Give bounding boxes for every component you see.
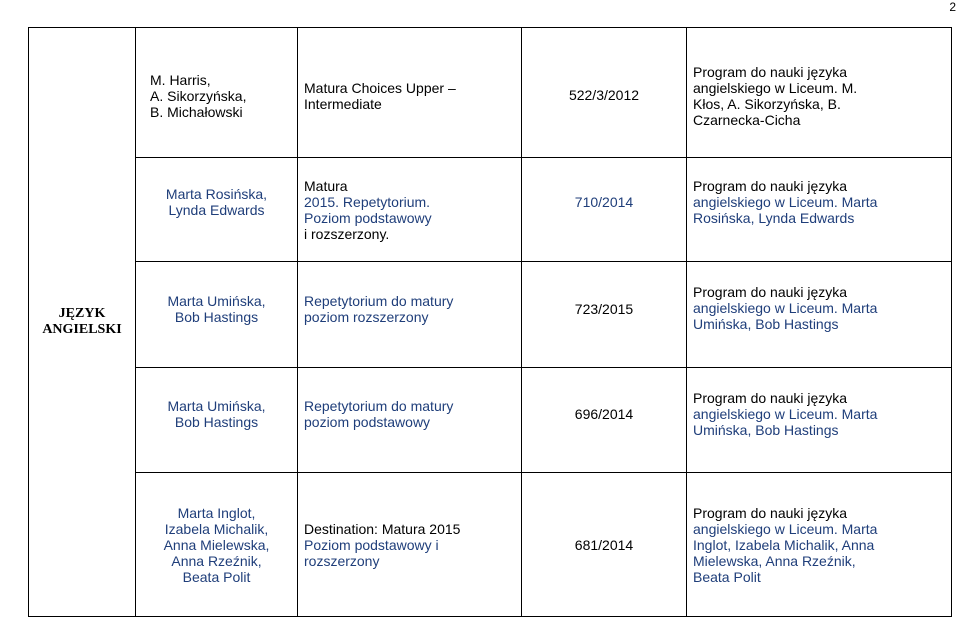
approval-number: 710/2014	[574, 194, 634, 210]
approval-number: 522/3/2012	[568, 87, 640, 103]
subject-cell	[29, 28, 136, 617]
title-cell	[298, 473, 522, 617]
author-line: Marta Rosińska,	[165, 186, 268, 202]
approval-number-cell	[522, 262, 687, 368]
title-line: poziom podstawowy	[304, 414, 431, 430]
author-line: Marta Umińska,	[167, 398, 266, 414]
approval-number: 723/2015	[574, 301, 634, 317]
author-line: Bob Hastings	[174, 309, 259, 325]
title-line: i rozszerzony.	[304, 226, 390, 242]
program-cell	[687, 473, 952, 617]
authors-cell	[136, 262, 298, 368]
program-cell	[687, 28, 952, 158]
program-line: Beata Polit	[693, 568, 761, 585]
author-line: Marta Inglot,	[177, 504, 256, 521]
program-line: Program do nauki języka	[693, 64, 848, 80]
authors-cell	[136, 368, 298, 473]
title-line: Poziom podstawowy	[304, 210, 432, 226]
author-line: Izabela Michalik,	[164, 520, 269, 537]
title-line: Matura Choices Upper –	[304, 80, 456, 96]
program-line: angielskiego w Liceum. Marta	[693, 406, 878, 422]
approval-number: 681/2014	[574, 536, 634, 553]
program-line: angielskiego w Liceum. Marta	[693, 300, 878, 316]
subject-line: JĘZYK	[58, 306, 106, 321]
title-cell	[298, 262, 522, 368]
program-line: Program do nauki języka	[693, 178, 848, 194]
approval-number-cell	[522, 473, 687, 617]
table-row	[29, 28, 952, 158]
author-line: M. Harris,	[150, 72, 211, 88]
program-line: Program do nauki języka	[693, 504, 848, 521]
page-number: 2	[949, 0, 956, 14]
program-line: Rosińska, Lynda Edwards	[693, 210, 855, 226]
program-line: Program do nauki języka	[693, 284, 848, 300]
program-line: Mielewska, Anna Rzeźnik,	[693, 552, 856, 569]
title-line: Matura	[304, 178, 348, 194]
table-row	[29, 158, 952, 262]
program-line: Program do nauki języka	[693, 390, 848, 406]
title-cell	[298, 28, 522, 158]
author-line: Lynda Edwards	[168, 202, 265, 218]
textbook-table	[28, 27, 952, 617]
table-row	[29, 262, 952, 368]
program-line: Umińska, Bob Hastings	[693, 422, 839, 438]
author-line: Beata Polit	[182, 568, 251, 585]
author-line: A. Sikorzyńska,	[150, 88, 247, 104]
authors-cell	[136, 28, 298, 158]
author-line: Bob Hastings	[174, 414, 259, 430]
approval-number-cell	[522, 368, 687, 473]
table-row	[29, 368, 952, 473]
author-line: B. Michałowski	[150, 104, 243, 120]
program-cell	[687, 262, 952, 368]
title-line: Repetytorium do matury	[304, 293, 454, 309]
title-cell	[298, 368, 522, 473]
program-cell	[687, 158, 952, 262]
program-line: Inglot, Izabela Michalik, Anna	[693, 536, 875, 553]
program-line: angielskiego w Liceum. Marta	[693, 520, 878, 537]
table-row	[29, 473, 952, 617]
program-line: Czarnecka-Cicha	[693, 112, 801, 128]
author-line: Anna Rzeźnik,	[171, 552, 262, 569]
title-line: Destination: Matura 2015	[304, 520, 461, 537]
program-line: Kłos, A. Sikorzyńska, B.	[693, 96, 841, 112]
title-line: Poziom podstawowy i	[304, 536, 439, 553]
title-cell	[298, 158, 522, 262]
subject-line: ANGIELSKI	[42, 322, 122, 337]
program-line: Umińska, Bob Hastings	[693, 316, 839, 332]
program-cell	[687, 368, 952, 473]
program-line: angielskiego w Liceum. Marta	[693, 194, 878, 210]
approval-number-cell	[522, 28, 687, 158]
title-line: rozszerzony	[304, 552, 380, 569]
title-line: poziom rozszerzony	[304, 309, 429, 325]
title-line: Repetytorium do matury	[304, 398, 454, 414]
author-line: Anna Mielewska,	[163, 536, 270, 553]
program-line: angielskiego w Liceum. M.	[693, 80, 858, 96]
approval-number: 696/2014	[574, 406, 634, 422]
authors-cell	[136, 473, 298, 617]
title-line: Intermediate	[304, 96, 382, 112]
approval-number-cell	[522, 158, 687, 262]
authors-cell	[136, 158, 298, 262]
title-line: 2015. Repetytorium.	[304, 194, 431, 210]
author-line: Marta Umińska,	[167, 293, 266, 309]
